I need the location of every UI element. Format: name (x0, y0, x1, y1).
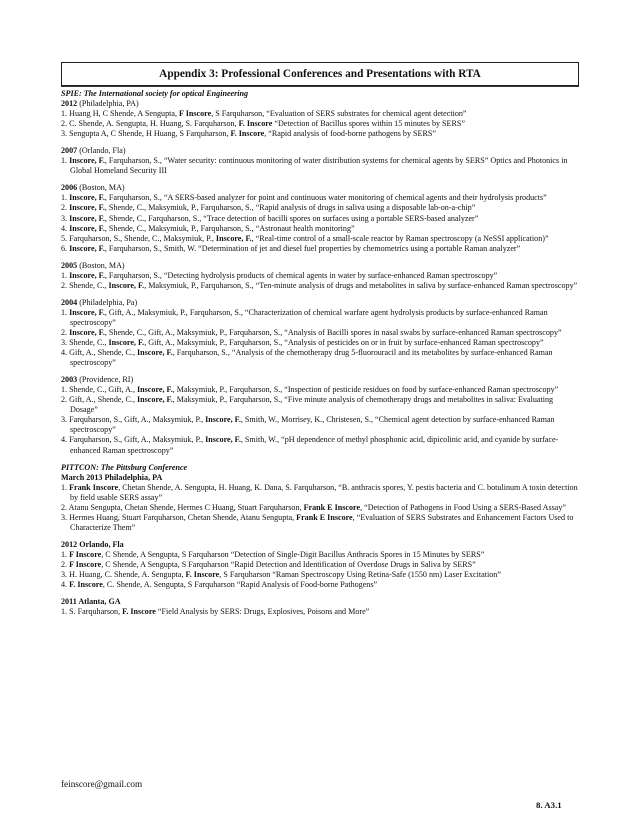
entry-authors-post: , Farquharson, S., Smith, W. “Determination of jet and diesel fuel properties by chemometrics using a portable Raman analyzer” (104, 243, 521, 253)
conference-year-heading (61, 261, 579, 271)
entry-authors-post: , C. Shende, A. Sengupta, S Farquharson “Rapid Analysis of Food-borne Pathogens” (102, 580, 378, 590)
entry-authors-pre: 1. (61, 307, 70, 317)
presentation-entry (61, 415, 579, 435)
entry-authors-pre: 3. Hermes Huang, Stuart Farquharson, Chetan Shende, Atanu Sengupta, (61, 512, 297, 522)
entry-authors-post: , Smith, W., “pH dependence of methyl phosphonic acid, dipicolinic acid, and cyanide by surface-enhanced Raman spectroscopy” (70, 435, 559, 455)
entry-highlighted-author: F Inscore (179, 109, 212, 119)
entry-authors-pre: 4. (61, 223, 70, 233)
year-gap (61, 254, 579, 261)
entry-authors-post: , Gift, A., Maksymiuk, P., Farquharson, S., “Characterization of chemical warfare agent hydrolysis products by surface-enhanced Raman spectroscopy” (70, 307, 548, 327)
entry-highlighted-author: Inscore, F. (205, 415, 241, 425)
entry-authors-pre: 3. Sengupta A, C Shende, H Huang, S Farquharson, (61, 129, 231, 139)
presentation-entry (61, 156, 579, 176)
entry-authors-post: , Farquharson, S., “Detecting hydrolysis products of chemical agents in water by surface-enhanced Raman spectroscopy” (104, 270, 498, 280)
entry-authors-pre: 2. Atanu Sengupta, Chetan Shende, Hermes C Huang, Stuart Farquharson, (61, 502, 304, 512)
entry-authors-pre: 2. (61, 559, 70, 569)
conference-year-heading (61, 183, 579, 193)
conference-org-heading (61, 463, 579, 473)
presentation-entry (61, 385, 579, 395)
entry-authors-pre: 1. S. Farquharson, (61, 607, 123, 617)
presentation-entry (61, 234, 579, 244)
entry-authors-post: , C Shende, A Sengupta, S Farquharson “Detection of Single-Digit Bacillus Anthracis Spores in 15 Minutes by SERS” (101, 549, 485, 559)
entry-highlighted-author: Inscore, F. (69, 307, 105, 317)
presentation-entry (61, 214, 579, 224)
entry-authors-pre: 2. C. Shende, A. Sengupta, H. Huang, S. Farquharson, (61, 119, 239, 129)
entry-highlighted-author: F. Inscore (185, 570, 220, 580)
entry-authors-pre: 3. Farquharson, S., Gift, A., Maksymiuk, P., (61, 415, 206, 425)
entry-highlighted-author: Inscore, F. (69, 243, 105, 253)
entry-authors-post: “Field Analysis by SERS: Drugs, Explosives, Poisons and More” (155, 607, 370, 617)
entry-authors-post: , S Farquharson “Raman Spectroscopy Using Retina-Safe (1550 nm) Laser Excitation” (219, 570, 501, 580)
entry-authors-post: , “Real-time control of a small-scale reactor by Raman spectroscopy (a NeSSI application)” (251, 233, 549, 243)
presentation-entry (61, 503, 579, 513)
entry-authors-post: , Farquharson, S., “A SERS-based analyzer for point and continuous water monitoring of chemical agents and their hydrolysis products” (104, 193, 547, 203)
entry-authors-post: , “Rapid analysis of food-borne pathogens by SERS” (264, 129, 436, 139)
entry-authors-pre: 1. (61, 156, 70, 166)
entry-authors-pre: 2. Gift, A., Shende, C., (61, 395, 137, 405)
presentation-entry (61, 483, 579, 503)
conference-place: (Philadelphia, Pa) (77, 297, 138, 307)
conference-year: March 2013 Philadelphia, PA (61, 472, 163, 482)
section-gap (61, 456, 579, 463)
entry-highlighted-author: Inscore, F. (137, 385, 173, 395)
year-gap (61, 176, 579, 183)
presentation-entry (61, 560, 579, 570)
conference-year: 2012 Orlando, Fla (61, 539, 124, 549)
presentation-entry (61, 338, 579, 348)
entry-authors-pre: 1. (61, 193, 70, 203)
conference-org-description: : The Pittsburg Conference (96, 462, 188, 472)
entry-authors-pre: 3. (61, 213, 70, 223)
entry-authors-post: , Gift, A., Maksymiuk, P., Farquharson, S., “Analysis of pesticides on or in fruit by surface-enhanced Raman spectroscopy” (144, 338, 544, 348)
entry-authors-pre: 1. (61, 270, 70, 280)
entry-authors-post: , Shende, C., Gift, A., Maksymiuk, P., Farquharson, S., “Analysis of Bacilli spores in nasal swabs by surface-enhanced Raman spectroscopy” (104, 327, 562, 337)
presentation-entry (61, 395, 579, 415)
entry-highlighted-author: Inscore, F. (137, 395, 173, 405)
entry-authors-pre: 1. (61, 549, 70, 559)
entry-highlighted-author: Inscore, F. (69, 193, 105, 203)
entry-authors-pre: 6. (61, 243, 70, 253)
entry-authors-pre: 5. Farquharson, S., Shende, C., Maksymiuk, P., (61, 233, 216, 243)
presentation-entry (61, 328, 579, 338)
presentation-entry (61, 348, 579, 368)
entry-highlighted-author: Inscore, F. (108, 338, 145, 348)
entry-authors-post: , C Shende, A Sengupta, S Farquharson “Rapid Detection and Identification of Overdose Drugs in Saliva by SERS” (101, 559, 476, 569)
presentation-entry (61, 513, 579, 533)
entry-authors-post: , Shende, C., Farquharson, S., “Trace detection of bacilli spores on surfaces using a portable SERS-based analyzer” (104, 213, 479, 223)
conference-year: 2007 (61, 146, 78, 156)
year-gap (61, 590, 579, 597)
entry-highlighted-author: Inscore, F. (69, 223, 105, 233)
entry-authors-pre: 3. H. Huang, C. Shende, A. Sengupta, (61, 570, 186, 580)
entry-authors-pre: 4. Farquharson, S., Gift, A., Maksymiuk, P., (61, 435, 206, 445)
entry-highlighted-author: Frank Inscore (69, 482, 119, 492)
presentation-entry (61, 271, 579, 281)
entry-highlighted-author: F Inscore (69, 559, 102, 569)
presentation-entry (61, 308, 579, 328)
document-body (61, 86, 579, 617)
footer-email: feinscore@gmail.com (61, 779, 143, 789)
conference-year-heading (61, 146, 579, 156)
entry-highlighted-author: Inscore, F. (215, 233, 252, 243)
conference-year-heading (61, 298, 579, 308)
entry-highlighted-author: F Inscore (69, 549, 102, 559)
entry-authors-pre: 3. Shende, C., (61, 338, 109, 348)
document-page (61, 62, 579, 617)
conference-year-heading (61, 99, 579, 109)
entry-authors-post: , Maksymiuk, P., Farquharson, S., “Five minute analysis of chemotherapy drugs and metabolites in saliva: Evaluating Dosage” (70, 395, 554, 415)
entry-highlighted-author: Frank E Inscore (296, 512, 353, 522)
entry-authors-pre: 2. (61, 203, 70, 213)
entry-authors-post: , Chetan Shende, A. Sengupta, H. Huang, K. Dana, S. Farquharson, “B. anthracis spores, Y. pestis bacteria and C. botulinum A toxin detection by field usable SERS assay” (70, 482, 578, 502)
conference-year: 2004 (61, 297, 78, 307)
entry-authors-post: , Farquharson, S., “Analysis of the chemotherapy drug 5-fluorouracil and its metabolites by surface-enhanced Raman spectroscopy” (70, 348, 553, 368)
conference-org-description: : The International society for optical Engineering (79, 89, 249, 98)
entry-authors-post: , Maksymiuk, P., Farquharson, S., “Ten-minute analysis of drugs and metabolites in saliva by surface-enhanced Raman spectroscopy” (144, 280, 578, 290)
conference-place: (Boston, MA) (77, 183, 125, 193)
entry-authors-pre: 1. Shende, C., Gift, A., (61, 385, 137, 395)
year-gap (61, 139, 579, 146)
entry-authors-post: , Farquharson, S., “Water security: continuous monitoring of water distribution systems for chemical agents by SERS” Optics and Photonics in Global Homeland Security III (70, 156, 568, 176)
entry-authors-pre: 2. (61, 327, 70, 337)
entry-highlighted-author: F. Inscore (69, 580, 103, 590)
entry-highlighted-author: Inscore, F. (69, 213, 105, 223)
presentation-entry (61, 109, 579, 119)
conference-year-heading (61, 473, 579, 483)
footer-page-number: 8. A3.1 (536, 800, 562, 810)
conference-org-name: SPIE (61, 89, 79, 98)
conference-place: (Philadelphia, PA) (77, 99, 139, 109)
conference-year: 2006 (61, 183, 78, 193)
presentation-entry (61, 119, 579, 129)
entry-authors-pre: 1. (61, 482, 70, 492)
entry-authors-pre: 1. Huang H, C Shende, A Sengupta, (61, 109, 180, 119)
entry-highlighted-author: Inscore, F. (69, 203, 105, 213)
entry-authors-pre: 4. Gift, A., Shende, C., (61, 348, 137, 358)
entry-authors-pre: 4. (61, 580, 70, 590)
presentation-entry (61, 580, 579, 590)
entry-highlighted-author: Frank E Inscore (303, 502, 361, 512)
appendix-title-box (61, 62, 579, 86)
entry-authors-pre: 2. Shende, C., (61, 280, 109, 290)
conference-year-heading (61, 597, 579, 607)
presentation-entry (61, 435, 579, 455)
entry-highlighted-author: F. Inscore (122, 607, 156, 617)
conference-year: 2005 (61, 260, 78, 270)
entry-highlighted-author: Inscore, F. (137, 348, 173, 358)
conference-place: (Orlando, Fla) (77, 146, 126, 156)
conference-year: 2011 Atlanta, GA (61, 597, 121, 607)
conference-year: 2012 (61, 99, 78, 109)
conference-place: (Providence, RI) (77, 375, 134, 385)
entry-authors-post: , Shende, C., Maksymiuk, P., Farquharson, S., “Rapid analysis of drugs in saliva using a disposable lab-on-a-chip” (104, 203, 476, 213)
presentation-entry (61, 193, 579, 203)
conference-org-name: PITTCON (61, 462, 97, 472)
entry-highlighted-author: Inscore, F. (108, 280, 145, 290)
conference-org-heading (61, 89, 579, 99)
entry-highlighted-author: Inscore, F. (69, 270, 105, 280)
entry-highlighted-author: Inscore, F. (69, 327, 105, 337)
year-gap (61, 291, 579, 298)
year-gap (61, 533, 579, 540)
entry-highlighted-author: Inscore, F. (205, 435, 241, 445)
presentation-entry (61, 224, 579, 234)
year-gap (61, 368, 579, 375)
page-title: Appendix 3: Professional Conferences and Presentations with RTA (159, 68, 481, 80)
entry-authors-post: , Smith, W., Morrisey, K., Christesen, S., “Chemical agent detection by surface-enhanced Raman spectroscopy” (70, 415, 555, 435)
entry-highlighted-author: F. Inscore (230, 129, 265, 139)
entry-authors-post: , “Evaluation of SERS Substrates and Enhancement Factors Used to Characterize Them” (70, 512, 574, 532)
entry-authors-post: , Shende, C., Maksymiuk, P., Farquharson, S., “Astronaut health monitoring” (104, 223, 355, 233)
presentation-entry (61, 550, 579, 560)
conference-year: 2003 (61, 375, 78, 385)
entry-highlighted-author: Inscore, F. (69, 156, 105, 166)
entry-authors-post: , S Farquharson, “Evaluation of SERS substrates for chemical agent detection” (211, 109, 467, 119)
presentation-entry (61, 281, 579, 291)
entry-highlighted-author: F. Inscore (238, 119, 273, 129)
entry-authors-post: “Detection of Bacillus spores within 15 minutes by SERS” (272, 119, 465, 129)
conference-place: (Boston, MA) (77, 260, 125, 270)
presentation-entry (61, 203, 579, 213)
entry-authors-post: , Maksymiuk, P., Farquharson, S., “Inspection of pesticide residues on food by surface-enhanced Raman spectroscopy” (172, 385, 559, 395)
presentation-entry (61, 607, 579, 617)
presentation-entry (61, 244, 579, 254)
presentation-entry (61, 129, 579, 139)
presentation-entry (61, 570, 579, 580)
conference-year-heading (61, 540, 579, 550)
conference-year-heading (61, 375, 579, 385)
entry-authors-post: , “Detection of Pathogens in Food Using a SERS-Based Assay” (360, 502, 566, 512)
